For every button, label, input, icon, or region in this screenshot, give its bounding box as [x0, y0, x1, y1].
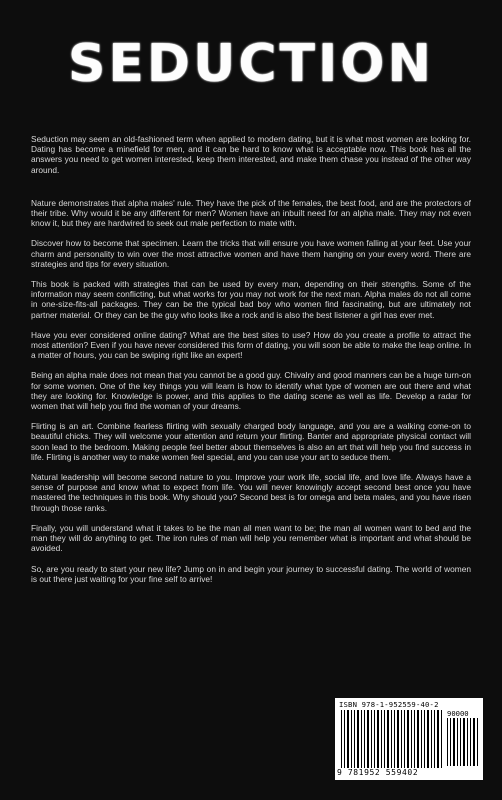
paragraph: Being an alpha male does not mean that you cannot be a good guy. Chivalry and good manners can be a huge turn-on for some women. One of the key things you will learn is how to identify what type of women are out there and what they are looking for. Knowledge is power, and this applies to the dating scene as well as life. Develop a radar for women that will help you find the woman of your dreams. [31, 370, 471, 412]
paragraph: Flirting is an art. Combine fearless flirting with sexually charged body language, and you are a walking come-on to beautiful chicks. They will welcome your attention and return your flirting. Banter and appropriate physical contact will soon lead to the bedroom. Making people feel better about themselves is also an art that will help you find success in life. Flirting is another way to make women feel special, and you can use your art to seduce them. [31, 421, 471, 462]
barcode-bars [341, 710, 445, 768]
paragraph: Finally, you will understand what it takes to be the man all men want to be; the man all women want to bed and the man they will do anything to get. The iron rules of man will help you remember what is important and what should be avoided. [31, 522, 471, 554]
isbn-barcode [335, 698, 483, 780]
paragraph: This book is packed with strategies that can be used by every man, depending on their strengths. Some of the information may seem conflicting, but what works for you may not work for the next man. Alpha males do not all come in one-size-fits-all packages. They can be the typical bad boy who women find fascinating, but are ultimately not partner material. Or they can be the guy who looks like a rock and is also the best listener a girl has ever met. [31, 279, 471, 320]
price-addon-digits: 90000 [447, 709, 469, 718]
paragraph: Have you ever considered online dating? What are the best sites to use? How do you create a profile to attract the most attention? Even if you have never considered this form of dating, you will soon be able to make the leap online. In a matter of hours, you can be swiping right like an expert! [31, 329, 471, 361]
book-title: SEDUCTION [67, 34, 435, 94]
blurb-text [31, 134, 471, 594]
isbn-number: ISBN 978-1-952559-40-2 [339, 700, 439, 709]
paragraph: Nature demonstrates that alpha males' rule. They have the pick of the females, the best food, and are the protectors of their tribe. Why would it be any different for men? Women have an inbuilt need for an alpha male. They may not even know it, but they are hardwired to seek out male perfection to mate with. [31, 197, 471, 229]
ean-digits: 9 781952 559402 [337, 768, 419, 777]
paragraph: Natural leadership will become second nature to you. Improve your work life, social life, and love life. Always have a sense of purpose and know what to expect from life. You will never knowingly accept second best once you have mastered the techniques in this book. Why should you? Second best is for omega and beta males, and you have risen through those ranks. [31, 472, 471, 513]
addon-barcode-bars [447, 718, 479, 766]
paragraph: Discover how to become that specimen. Learn the tricks that will ensure you have women falling at your feet. Use your charm and personality to win over the most attractive women and have them hanging on your every word. There are strategies and tips for every situation. [31, 238, 471, 269]
paragraph: So, are you ready to start your new life? Jump on in and begin your journey to successful dating. The world of women is out there just waiting for your fine self to arrive! [31, 563, 471, 584]
paragraph: Seduction may seem an old-fashioned term when applied to modern dating, but it is what most women are looking for. Dating has become a minefield for men, and it can be hard to know what is acceptable now. This book has all the answers you need to get women interested, keep them interested, and make them chase you instead of the other way around. [31, 134, 471, 175]
